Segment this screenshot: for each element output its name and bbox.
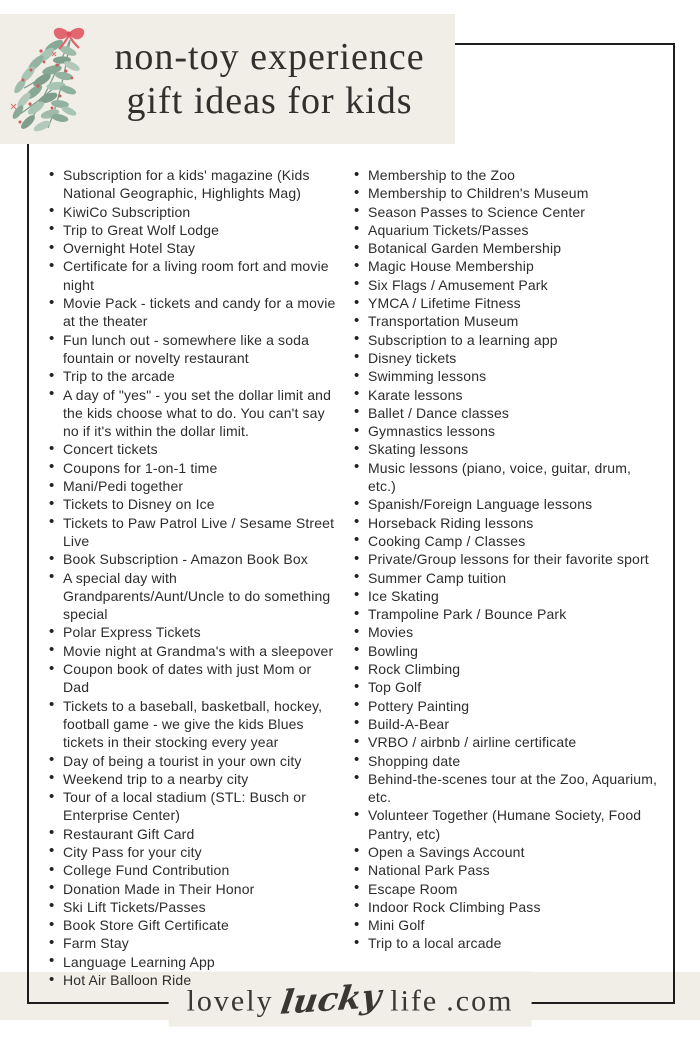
list-item: • Skating lessons	[353, 440, 663, 458]
leaf-sprig	[11, 38, 82, 134]
list-item: • Season Passes to Science Center	[353, 203, 663, 221]
list-item: • Music lessons (piano, voice, guitar, drum, etc.)	[353, 459, 663, 496]
list-item: • Transportation Museum	[353, 312, 663, 330]
list-item: • Top Golf	[353, 678, 663, 696]
list-item: • Mani/Pedi together	[48, 477, 340, 495]
list-item: • Volunteer Together (Humane Society, Food Pantry, etc)	[353, 806, 663, 843]
list-item: • Weekend trip to a nearby city	[48, 770, 340, 788]
list-item: • Behind-the-scenes tour at the Zoo, Aquarium, etc.	[353, 770, 663, 807]
list-item: • National Park Pass	[353, 861, 663, 879]
list-item: • Private/Group lessons for their favorite sport	[353, 550, 663, 568]
list-item: • Cooking Camp / Classes	[353, 532, 663, 550]
list-item: • Disney tickets	[353, 349, 663, 367]
list-item: • Gymnastics lessons	[353, 422, 663, 440]
list-item: • Subscription for a kids' magazine (Kids National Geographic, Highlights Mag)	[48, 166, 340, 203]
list-item: • Restaurant Gift Card	[48, 825, 340, 843]
list-item: • A special day with Grandparents/Aunt/Uncle to do something special	[48, 569, 340, 624]
list-item: • Tickets to a baseball, basketball, hockey, football game - we give the kids Blues tickets in their stocking every year	[48, 697, 340, 752]
list-item: • Ice Skating	[353, 587, 663, 605]
list-item: • Pottery Painting	[353, 697, 663, 715]
list-item: • Trip to a local arcade	[353, 934, 663, 952]
list-item: • Fun lunch out - somewhere like a soda fountain or novelty restaurant	[48, 331, 340, 368]
right-column	[353, 166, 663, 953]
list-item: • Membership to the Zoo	[353, 166, 663, 184]
list-item: • Shopping date	[353, 752, 663, 770]
list-item: • Hot Air Balloon Ride	[48, 971, 340, 989]
list-item: • Magic House Membership	[353, 257, 663, 275]
list-item: • Trip to Great Wolf Lodge	[48, 221, 340, 239]
list-item: • City Pass for your city	[48, 843, 340, 861]
list-item: • VRBO / airbnb / airline certificate	[353, 733, 663, 751]
list-item: • Farm Stay	[48, 934, 340, 952]
list-item: • Overnight Hotel Stay	[48, 239, 340, 257]
list-item: • Donation Made in Their Honor	[48, 880, 340, 898]
list-item: • Movie Pack - tickets and candy for a movie at the theater	[48, 294, 340, 331]
list-item: • Movies	[353, 623, 663, 641]
list-item: • Build-A-Bear	[353, 715, 663, 733]
list-item: • Escape Room	[353, 880, 663, 898]
list-item: • Movie night at Grandma's with a sleepover	[48, 642, 340, 660]
list-item: • Trampoline Park / Bounce Park	[353, 605, 663, 623]
list-item: • Membership to Children's Museum	[353, 184, 663, 202]
list-item: • Day of being a tourist in your own city	[48, 752, 340, 770]
list-item: • Tour of a local stadium (STL: Busch or Enterprise Center)	[48, 788, 340, 825]
list-item: • Subscription to a learning app	[353, 331, 663, 349]
list-item: • Spanish/Foreign Language lessons	[353, 495, 663, 513]
list-item: • Language Learning App	[48, 953, 340, 971]
page-title-line2: gift ideas for kids	[126, 80, 413, 122]
list-item: • Book Store Gift Certificate	[48, 916, 340, 934]
list-item: • Swimming lessons	[353, 367, 663, 385]
list-item: • Ballet / Dance classes	[353, 404, 663, 422]
list-item: • Ski Lift Tickets/Passes	[48, 898, 340, 916]
list-item: • Coupons for 1-on-1 time	[48, 459, 340, 477]
list-item: • Bowling	[353, 642, 663, 660]
list-item: • YMCA / Lifetime Fitness	[353, 294, 663, 312]
list-item: • College Fund Contribution	[48, 861, 340, 879]
list-item: • KiwiCo Subscription	[48, 203, 340, 221]
list-item: • Mini Golf	[353, 916, 663, 934]
list-item: • Six Flags / Amusement Park	[353, 276, 663, 294]
mistletoe-illustration	[8, 18, 100, 140]
list-item: • Polar Express Tickets	[48, 623, 340, 641]
list-item: • Rock Climbing	[353, 660, 663, 678]
list-item: • Coupon book of dates with just Mom or Dad	[48, 660, 340, 697]
list-item: • Indoor Rock Climbing Pass	[353, 898, 663, 916]
logo-word-life: life	[390, 984, 439, 1018]
list-item: • Certificate for a living room fort and movie night	[48, 257, 340, 294]
logo-word-com: .com	[446, 984, 514, 1018]
list-item: • Tickets to Paw Patrol Live / Sesame Street Live	[48, 514, 340, 551]
list-item: • Horseback Riding lessons	[353, 514, 663, 532]
page-title-line1: non-toy experience	[114, 35, 425, 78]
list-item: • A day of "yes" - you set the dollar limit and the kids choose what to do. You can't say no if it's within the dollar limit.	[48, 386, 340, 441]
list-item: • Trip to the arcade	[48, 367, 340, 385]
header-band	[0, 14, 455, 144]
logo-word-lovely: lovely	[186, 984, 274, 1018]
list-item: • Concert tickets	[48, 440, 340, 458]
logo-word-lucky: lucky	[278, 976, 384, 1022]
list-item: • Summer Camp tuition	[353, 569, 663, 587]
list-item: • Tickets to Disney on Ice	[48, 495, 340, 513]
list-item: • Open a Savings Account	[353, 843, 663, 861]
list-item: • Botanical Garden Membership	[353, 239, 663, 257]
list-item: • Book Subscription - Amazon Book Box	[48, 550, 340, 568]
list-item: • Aquarium Tickets/Passes	[353, 221, 663, 239]
list-item: • Karate lessons	[353, 386, 663, 404]
page-title	[100, 35, 455, 123]
left-column	[48, 166, 340, 989]
